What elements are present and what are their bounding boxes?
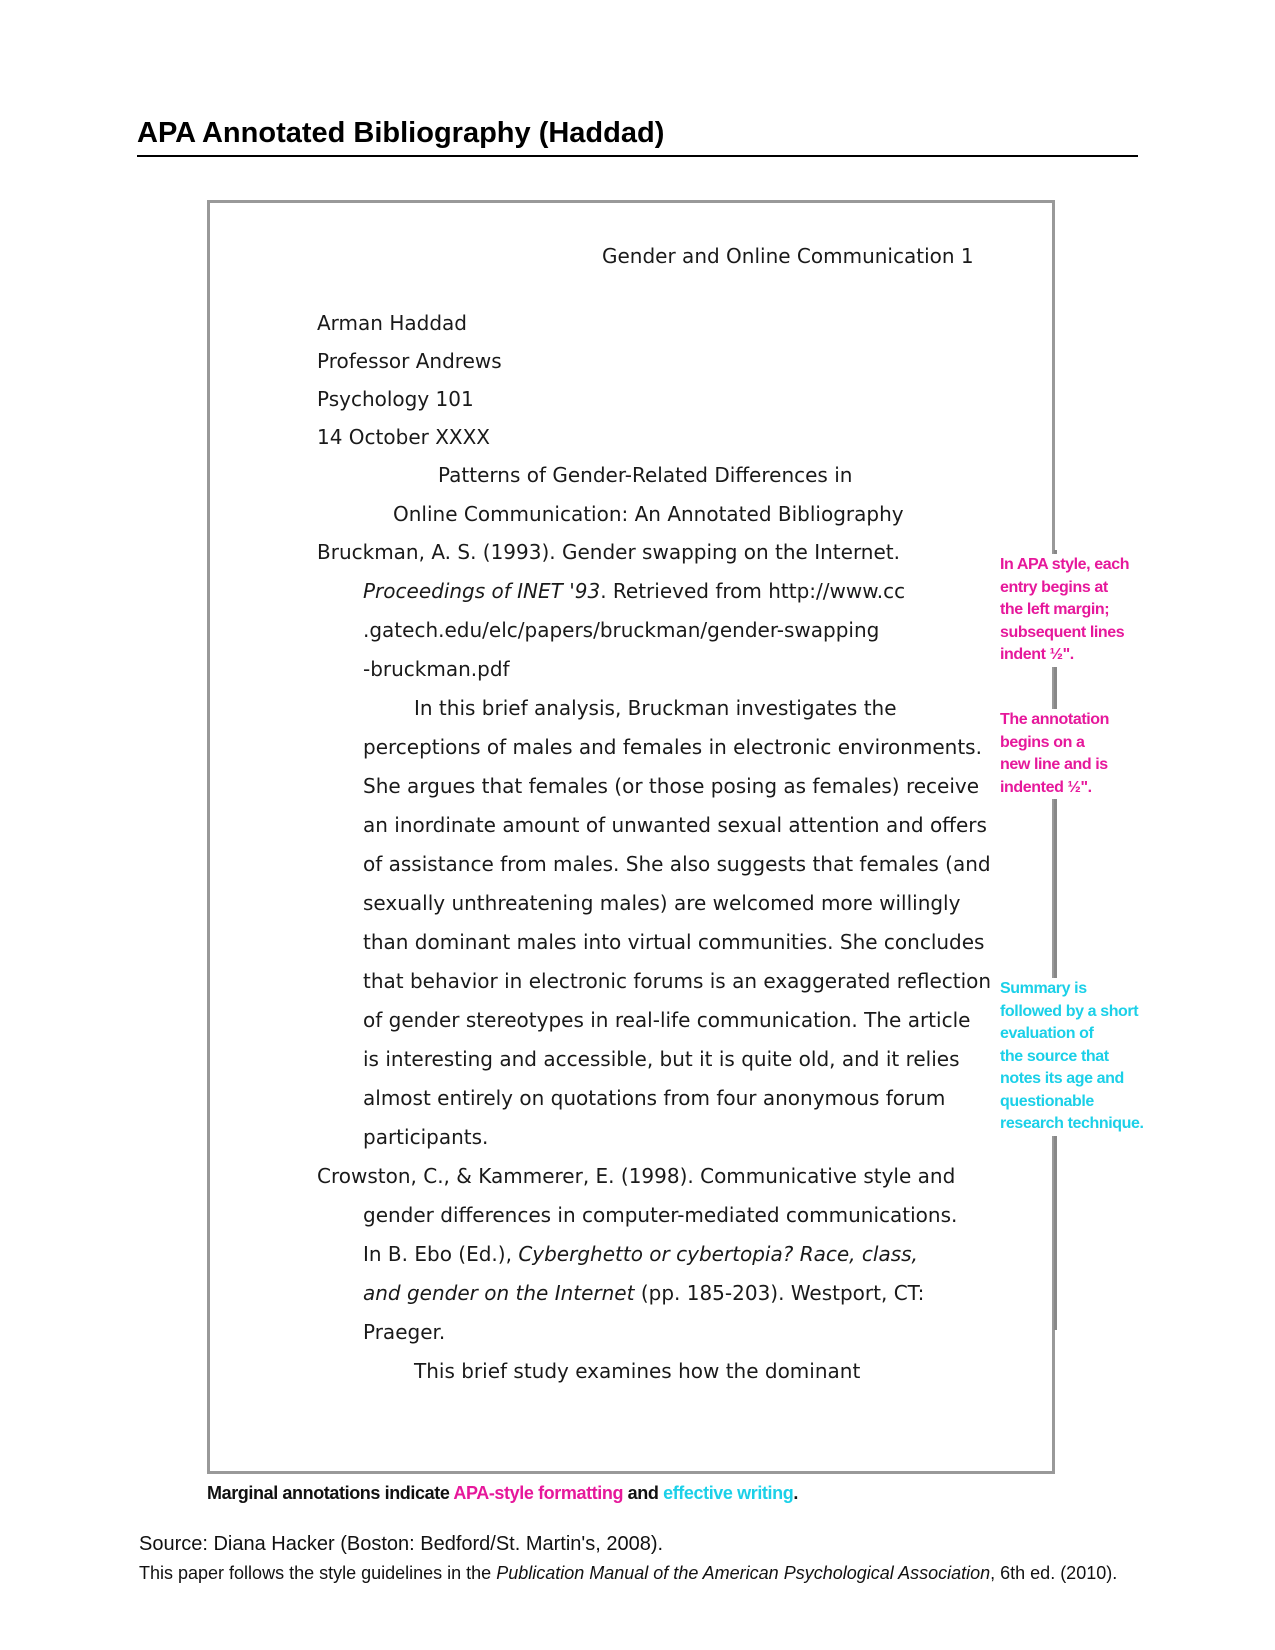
- entry2-citation-line-1: Crowston, C., & Kammerer, E. (1998). Communicative style and: [317, 1164, 956, 1188]
- note-line: the left margin;: [1000, 601, 1110, 618]
- entry1-annotation-line-2: perceptions of males and females in electronic environments.: [363, 735, 982, 759]
- source-credit: Source: Diana Hacker (Boston: Bedford/St. Martin's, 2008).: [139, 1533, 664, 1555]
- entry1-retrieved: . Retrieved from http://www.cc: [600, 579, 906, 603]
- entry1-annotation-line-6: sexually unthreatening males) are welcomed more willingly: [363, 891, 961, 915]
- professor-name: Professor Andrews: [317, 349, 502, 373]
- style-guidelines-note: [139, 1560, 1159, 1587]
- margin-note-annotation-indent: [1000, 709, 1109, 799]
- entry1-annotation-line-12: participants.: [363, 1125, 489, 1149]
- note-line: followed by a short: [1000, 1002, 1139, 1020]
- note-line: subsequent lines: [1000, 623, 1125, 641]
- author-name: Arman Haddad: [317, 311, 467, 335]
- note-line: The annotation: [1000, 711, 1110, 728]
- legend-middle: and: [623, 1483, 664, 1503]
- margin-note-summary-evaluation: [1000, 978, 1144, 1136]
- entry1-source-title: Proceedings of INET '93: [363, 579, 601, 603]
- entry2-citation-line-5: Praeger.: [363, 1320, 446, 1344]
- legend-effective-writing: effective writing: [663, 1483, 794, 1503]
- entry1-annotation-line-10: is interesting and accessible, but it is quite old, and it relies: [363, 1047, 960, 1071]
- legend-suffix: .: [793, 1483, 798, 1503]
- note-line: indent ½".: [1000, 646, 1074, 663]
- paper-title-line-1: Patterns of Gender-Related Differences in: [438, 463, 853, 487]
- page-heading: APA Annotated Bibliography (Haddad): [137, 117, 665, 149]
- entry2-pages-publisher: (pp. 185-203). Westport, CT:: [634, 1281, 925, 1305]
- entry2-annotation-line-1: This brief study examines how the dominant: [414, 1359, 861, 1383]
- entry1-citation-line-3: .gatech.edu/elc/papers/bruckman/gender-swapping: [363, 618, 880, 642]
- annotation-legend: [207, 1483, 798, 1504]
- entry1-annotation-line-1: In this brief analysis, Bruckman investigates the: [414, 696, 897, 720]
- note-line: begins on a: [1000, 733, 1085, 751]
- note-line: research technique.: [1000, 1115, 1144, 1132]
- note-line: evaluation of: [1000, 1025, 1094, 1042]
- paper-title-line-2: Online Communication: An Annotated Bibliography: [393, 502, 904, 526]
- note-line: entry begins at: [1000, 578, 1108, 596]
- note-line: questionable: [1000, 1092, 1094, 1110]
- guidelines-prefix: This paper follows the style guidelines in the: [139, 1563, 497, 1583]
- margin-connector-line: [1054, 550, 1057, 1330]
- note-line: notes its age and: [1000, 1070, 1124, 1087]
- entry1-annotation-line-5: of assistance from males. She also suggests that females (and: [363, 852, 991, 876]
- course-name: Psychology 101: [317, 387, 474, 411]
- entry1-annotation-line-8: that behavior in electronic forums is an exaggerated reflection: [363, 969, 992, 993]
- note-line: In APA style, each: [1000, 556, 1130, 573]
- note-line: the source that: [1000, 1047, 1109, 1065]
- running-head: Gender and Online Communication 1: [602, 244, 974, 268]
- note-line: new line and is: [1000, 756, 1108, 773]
- margin-note-apa-indent: [1000, 554, 1129, 667]
- entry2-citation-line-4: [363, 1283, 924, 1303]
- entry2-book-title-part-2: and gender on the Internet: [363, 1281, 635, 1305]
- legend-prefix: Marginal annotations indicate: [207, 1483, 454, 1503]
- entry1-annotation-line-7: than dominant males into virtual communities. She concludes: [363, 930, 985, 954]
- guidelines-manual-title: Publication Manual of the American Psychological Association: [496, 1563, 991, 1583]
- entry1-annotation-line-11: almost entirely on quotations from four anonymous forum: [363, 1086, 946, 1110]
- entry2-book-title-part-1: Cyberghetto or cybertopia? Race, class,: [518, 1242, 918, 1266]
- entry2-editor: In B. Ebo (Ed.),: [363, 1242, 519, 1266]
- guidelines-suffix: , 6th ed. (2010).: [990, 1563, 1118, 1583]
- note-line: Summary is: [1000, 980, 1087, 997]
- entry1-citation-line-4: -bruckman.pdf: [363, 657, 510, 681]
- note-line: indented ½".: [1000, 778, 1092, 796]
- entry1-citation-line-2: [363, 581, 905, 601]
- paper-date: 14 October XXXX: [317, 425, 491, 449]
- entry2-citation-line-2: gender differences in computer-mediated communications.: [363, 1203, 958, 1227]
- entry1-annotation-line-4: an inordinate amount of unwanted sexual attention and offers: [363, 813, 987, 837]
- entry1-citation-line-1: Bruckman, A. S. (1993). Gender swapping on the Internet.: [317, 540, 900, 564]
- entry1-annotation-line-3: She argues that females (or those posing as females) receive: [363, 774, 980, 798]
- legend-apa-formatting: APA-style formatting: [453, 1483, 624, 1503]
- heading-rule: [137, 155, 1138, 157]
- entry1-annotation-line-9: of gender stereotypes in real-life communication. The article: [363, 1008, 971, 1032]
- entry2-citation-line-3: [363, 1244, 918, 1264]
